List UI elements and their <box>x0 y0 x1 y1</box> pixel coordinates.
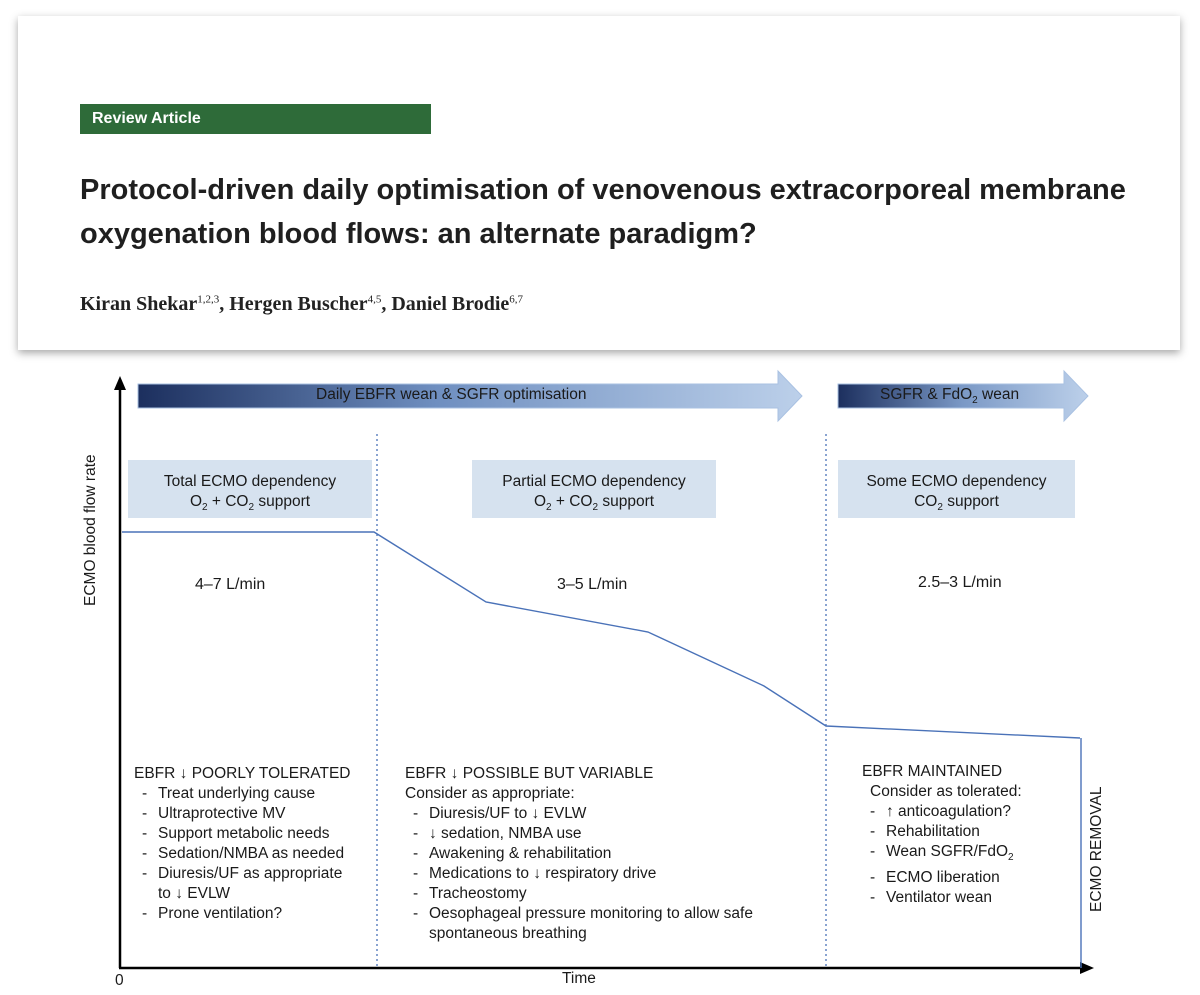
author-list: Kiran Shekar$^{1,2,3}$, Hergen Buscher$^{4,5}$, Daniel Brodie$^{6,7}$ <box>80 293 524 315</box>
panel-poorly-tolerated <box>134 764 374 924</box>
list-item: - Sedation/NMBA as needed <box>142 844 374 864</box>
list-item: - Diuresis/UF to ↓ EVLW <box>413 804 825 824</box>
flow-rate-partial: 3–5 L/min <box>557 576 628 593</box>
subscript: 2 <box>592 502 599 514</box>
list-item <box>870 842 1072 868</box>
support-text: support <box>942 493 999 510</box>
x-axis-label: Time <box>562 970 596 987</box>
phase-box-partial <box>472 460 716 518</box>
list-item-continuation <box>142 884 374 904</box>
author-affiliation: 4,5 <box>367 293 382 306</box>
list-item: - Medications to ↓ respiratory drive <box>413 864 825 884</box>
article-title: Protocol-driven daily optimisation of venovenous extracorporeal membrane oxygenation blood flows: an alternate paradigm? <box>80 174 1126 250</box>
origin-label: 0 <box>115 972 124 989</box>
panel-possible-variable <box>405 764 825 944</box>
arrow-label-left: Daily EBFR wean & SGFR optimisation <box>316 386 587 403</box>
subscript: 2 <box>937 502 943 514</box>
y-axis-arrowhead <box>114 376 126 390</box>
phase-box-total <box>128 460 372 518</box>
list-item: - ↑ anticoagulation? <box>870 802 1072 822</box>
phase-box-support <box>838 492 1075 518</box>
list-item: - Treat underlying cause <box>142 784 374 804</box>
subscript: 2 <box>972 395 978 407</box>
ecmo-removal-label: ECMO REMOVAL <box>1088 786 1105 912</box>
arrow-label-right-text: SGFR & FdO <box>880 386 973 403</box>
subscript: 2 <box>202 502 208 514</box>
panel-list <box>134 784 374 924</box>
support-text: + CO <box>551 493 593 510</box>
list-item: - Oesophageal pressure monitoring to allow safe <box>413 904 825 924</box>
phase-box-some <box>838 460 1075 518</box>
list-item-continuation-text: spontaneous breathing <box>429 925 587 942</box>
list-item: - Awakening & rehabilitation <box>413 844 825 864</box>
list-item: - Support metabolic needs <box>142 824 374 844</box>
panel-heading: EBFR ↓ POSSIBLE BUT VARIABLE <box>405 765 654 782</box>
article-header-card <box>18 16 1180 350</box>
panel-heading: EBFR MAINTAINED <box>862 763 1003 780</box>
support-text: support <box>254 493 311 510</box>
arrow-label-right-suffix: wean <box>977 386 1020 403</box>
list-item: - Prone ventilation? <box>142 904 374 924</box>
subscript: 2 <box>1008 852 1014 864</box>
support-text: CO <box>914 493 938 510</box>
list-item: - Tracheostomy <box>413 884 825 904</box>
y-axis-label: ECMO blood flow rate <box>82 454 99 606</box>
author-name: Kiran Shekar <box>80 293 198 315</box>
subscript: 2 <box>248 502 255 514</box>
arrow-label-right <box>880 386 1019 406</box>
ecmo-flow-diagram <box>0 356 1200 995</box>
list-item: - Rehabilitation <box>870 822 1072 842</box>
list-item-continuation-text: to ↓ EVLW <box>158 885 231 902</box>
support-text: + CO <box>207 493 249 510</box>
panel-list <box>405 804 825 944</box>
phase-box-support <box>472 492 716 518</box>
phase-box-title: Total ECMO dependency <box>163 473 337 490</box>
phase-box-title: Partial ECMO dependency <box>502 473 686 490</box>
author-affiliation: 6,7 <box>509 293 524 306</box>
phase-box-title: Some ECMO dependency <box>866 473 1047 490</box>
list-item: - ECMO liberation <box>870 868 1072 888</box>
list-item-continuation <box>413 924 825 944</box>
panel-list <box>862 802 1072 908</box>
list-item: - ↓ sedation, NMBA use <box>413 824 825 844</box>
list-item: - Ultraprotective MV <box>142 804 374 824</box>
support-text: support <box>598 493 655 510</box>
support-text: O <box>189 493 202 510</box>
x-axis-arrowhead <box>1080 962 1094 974</box>
panel-heading: EBFR ↓ POORLY TOLERATED <box>134 765 351 782</box>
panel-subheading: Consider as appropriate: <box>405 785 575 802</box>
author-name: Hergen Buscher <box>229 293 368 315</box>
phase-box-support <box>128 492 372 518</box>
author-affiliation: 1,2,3 <box>197 293 220 306</box>
list-item: - Ventilator wean <box>870 888 1072 908</box>
support-text: O <box>533 493 546 510</box>
article-type-badge: Review Article <box>80 104 431 134</box>
flow-rate-some: 2.5–3 L/min <box>918 574 1002 591</box>
author-name: Daniel Brodie <box>391 293 510 315</box>
list-item-text: Wean SGFR/FdO <box>886 843 1009 860</box>
flow-rate-total: 4–7 L/min <box>195 576 266 593</box>
subscript: 2 <box>546 502 552 514</box>
panel-maintained <box>862 762 1072 908</box>
blood-flow-line <box>122 532 1080 738</box>
panel-subheading: Consider as tolerated: <box>870 783 1022 800</box>
list-item: - Diuresis/UF as appropriate <box>142 864 374 884</box>
